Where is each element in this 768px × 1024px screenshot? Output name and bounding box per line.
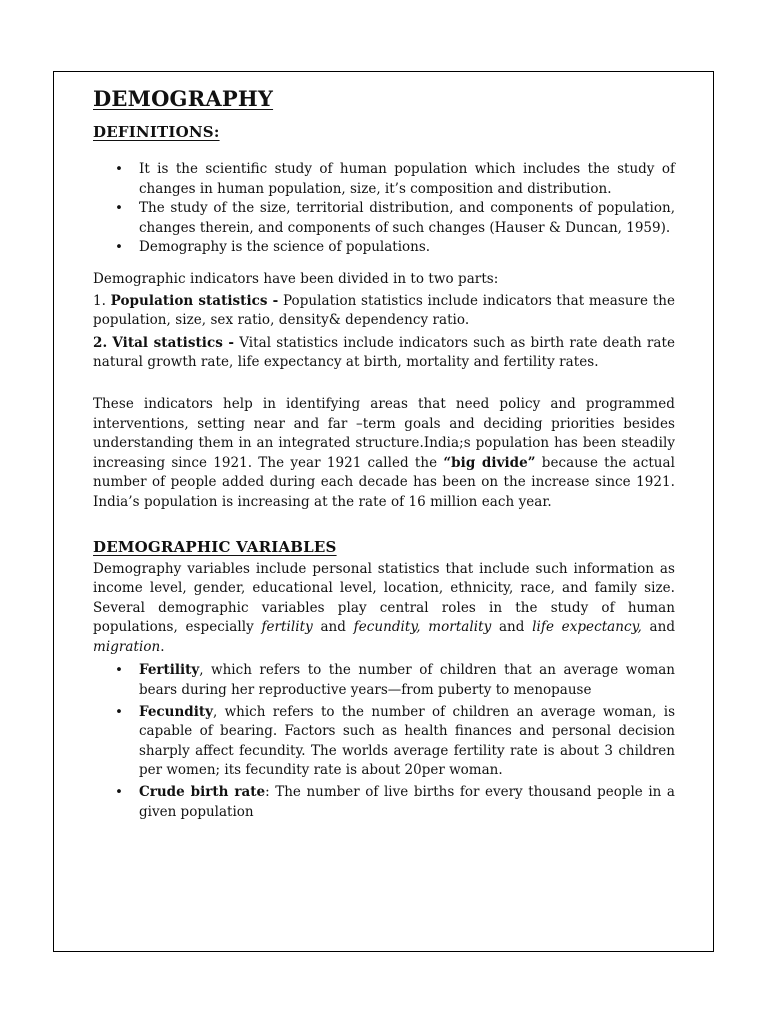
indicators-intro: Demographic indicators have been divided in to two parts:: [93, 270, 499, 287]
variables-list: [93, 661, 675, 822]
vital-statistics: 2. Vital statistics - Vital statistics include indicators such as birth rate death rate natural growth rate, life expectancy at birth, mortality and fertility rates.: [93, 334, 676, 371]
definitions-list: [93, 160, 675, 258]
indicators-paragraph: These indicators help in identifying areas that need policy and programmed interventions, setting near and far –term goals and deciding priorities besides understanding them in an integrated structure.India;s population has been steadily increasing since 1921. The year 1921 called the “big divide” because the actual number of people added during each decade has been on the increase since 1921. India’s population is increasing at the rate of 16 million each year.: [93, 395, 676, 510]
list-item: • The study of the size, territorial distribution, and components of population, changes therein, and components of such changes (Hauser & Duncan, 1959).: [115, 200, 675, 236]
bullet-icon: •: [115, 239, 123, 256]
document-content: [93, 86, 675, 822]
list-item: • Fertility, which refers to the number of children that an average woman bears during her reproductive years—from puberty to menopause: [115, 662, 675, 699]
list-item: • Fecundity, which refers to the number of children an average woman, is capable of bearing. Factors such as health finances and personal decision sharply affect fecundity. The worlds average fertility rate is about 3 children per women; its fecundity rate is about 20per woman.: [115, 703, 675, 779]
bullet-icon: •: [115, 662, 123, 679]
bullet-icon: •: [115, 703, 123, 720]
list-item: • Crude birth rate: The number of live births for every thousand people in a given population: [115, 784, 675, 820]
bullet-icon: •: [115, 200, 123, 217]
list-item: • It is the scientific study of human population which includes the study of changes in human population, size, it’s composition and distribution.: [115, 161, 675, 197]
variables-intro: Demography variables include personal statistics that include such information as income level, gender, educational level, location, ethnicity, race, and family size. Several demographic variables play central roles in the study of human populations, especially fertility and fecundity, mortality and life expectancy, and migration.: [93, 560, 676, 655]
list-item: • Demography is the science of populations.: [93, 238, 675, 258]
definitions-heading: DEFINITIONS:: [93, 123, 220, 141]
variables-heading: DEMOGRAPHIC VARIABLES: [93, 537, 337, 556]
bullet-icon: •: [115, 161, 123, 177]
bullet-icon: •: [115, 784, 123, 801]
population-statistics: 1. Population statistics - Population statistics include indicators that measure the population, size, sex ratio, density& dependency ratio.: [93, 292, 676, 329]
page-title: DEMOGRAPHY: [93, 86, 274, 111]
